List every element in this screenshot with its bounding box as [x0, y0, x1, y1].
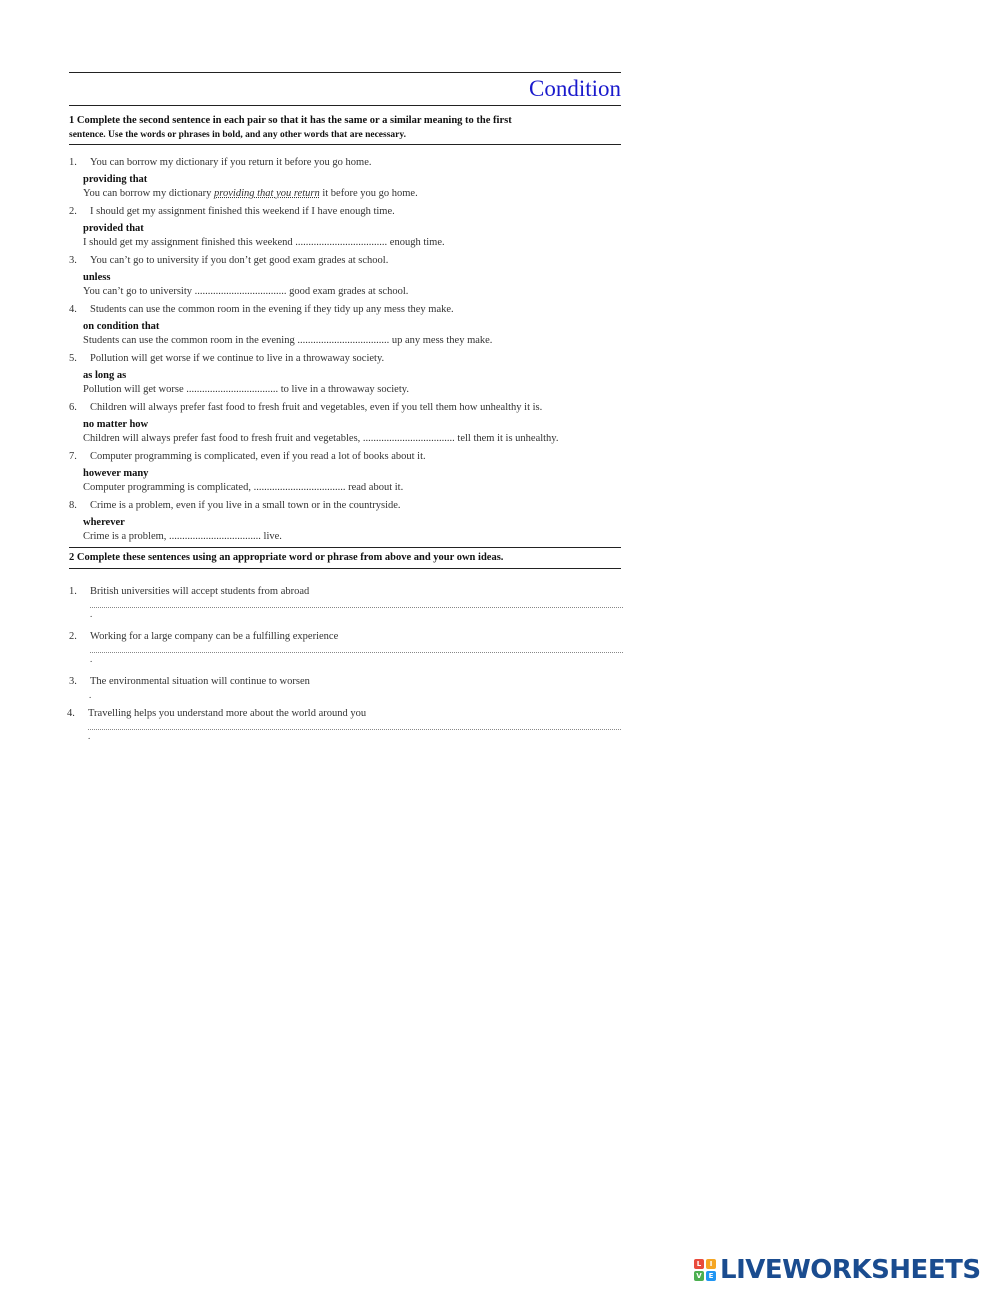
- item-sentence: You can borrow my dictionary if you return it before you go home.: [90, 157, 372, 168]
- item-number: 5.: [69, 353, 77, 364]
- section1-instruction: [69, 106, 621, 144]
- section2-top-rule: [69, 547, 621, 548]
- writing-item-3: [69, 675, 621, 701]
- exercise-item-5: [69, 351, 621, 397]
- liveworksheets-logo: [694, 1255, 981, 1285]
- item-sentence: Computer programming is complicated, even if you read a lot of books about it.: [90, 451, 426, 462]
- logo-icon: [694, 1259, 716, 1281]
- item-number: 4.: [67, 708, 75, 719]
- writing-item-1: [69, 585, 621, 620]
- writing-item-4: [67, 707, 621, 742]
- exercise-item-3: [69, 253, 621, 299]
- answer-line[interactable]: [90, 599, 623, 608]
- item-number: 7.: [69, 451, 77, 462]
- exercise-item-2: [69, 204, 621, 250]
- item-keyword: provided that: [83, 223, 144, 234]
- item-keyword: however many: [83, 468, 149, 479]
- top-rule: [69, 72, 621, 73]
- answer-fill-example: providing that you return: [214, 188, 320, 199]
- answer-line-end: .: [90, 654, 93, 664]
- section2-items: [69, 569, 621, 742]
- item-answer: [69, 187, 621, 201]
- item-answer[interactable]: You can’t go to university ................................... good exam grades at school.: [83, 286, 409, 297]
- item-sentence: Children will always prefer fast food to fresh fruit and vegetables, even if you tell them how unhealthy it is.: [90, 402, 543, 413]
- answer-line[interactable]: [90, 644, 623, 653]
- item-sentence: British universities will accept students from abroad: [90, 586, 310, 597]
- item-number: 3.: [69, 676, 77, 687]
- item-sentence: Students can use the common room in the evening if they tidy up any mess they make.: [90, 304, 454, 315]
- logo-tile: V: [694, 1271, 704, 1281]
- item-number: 8.: [69, 500, 77, 511]
- item-sentence: I should get my assignment finished this weekend if I have enough time.: [90, 206, 395, 217]
- logo-tile: I: [706, 1259, 716, 1269]
- exercise-item-8: [69, 498, 621, 544]
- item-answer[interactable]: Crime is a problem, ................................... live.: [83, 531, 282, 542]
- item-keyword: on condition that: [83, 321, 160, 332]
- item-sentence: Working for a large company can be a fulfilling experience: [90, 631, 339, 642]
- item-sentence: The environmental situation will continue to worsen: [90, 676, 310, 687]
- exercise-item-7: [69, 449, 621, 495]
- answer-after: it before you go home.: [319, 188, 418, 199]
- item-sentence: You can’t go to university if you don’t get good exam grades at school.: [90, 255, 389, 266]
- section1-instruction-line1: 1 Complete the second sentence in each pair so that it has the same or a similar meaning to the first: [69, 115, 512, 126]
- exercise-item-1: [69, 155, 621, 201]
- logo-text: LIVEWORKSHEETS: [720, 1255, 981, 1285]
- item-answer[interactable]: Pollution will get worse ................................... to live in a throwaway society.: [83, 384, 409, 395]
- exercise-item-6: [69, 400, 621, 446]
- writing-item-2: [69, 630, 621, 665]
- item-number: 1.: [69, 586, 77, 597]
- exercise-item-4: [69, 302, 621, 348]
- answer-line-end: .: [88, 731, 91, 741]
- section2-instruction: 2 Complete these sentences using an appropriate word or phrase from above and your own ideas.: [69, 552, 504, 563]
- item-keyword: wherever: [83, 517, 125, 528]
- worksheet-page: [69, 72, 621, 742]
- answer-before: You can borrow my dictionary: [83, 188, 215, 199]
- section1-items: [69, 145, 621, 544]
- item-number: 1.: [69, 157, 77, 168]
- item-number: 4.: [69, 304, 77, 315]
- item-keyword: no matter how: [83, 419, 149, 430]
- logo-tile: E: [706, 1271, 716, 1281]
- item-sentence: Crime is a problem, even if you live in a small town or in the countryside.: [90, 500, 401, 511]
- answer-line-end[interactable]: .: [89, 690, 92, 700]
- item-answer[interactable]: Computer programming is complicated, ................................... read about it.: [83, 482, 404, 493]
- item-answer[interactable]: Students can use the common room in the evening ................................... up any mess they make.: [83, 335, 493, 346]
- section1-instruction-line2: sentence. Use the words or phrases in bold, and any other words that are necessary.: [69, 130, 406, 140]
- item-keyword: as long as: [83, 370, 127, 381]
- item-answer[interactable]: I should get my assignment finished this weekend ................................... enough time.: [83, 237, 445, 248]
- logo-tile: L: [694, 1259, 704, 1269]
- item-number: 2.: [69, 631, 77, 642]
- item-answer[interactable]: Children will always prefer fast food to fresh fruit and vegetables, ................................... tell them it is unhealthy.: [83, 433, 559, 444]
- item-number: 6.: [69, 402, 77, 413]
- answer-line[interactable]: [88, 721, 621, 730]
- item-keyword: unless: [83, 272, 111, 283]
- page-title: Condition: [528, 76, 621, 101]
- item-keyword: providing that: [83, 174, 148, 185]
- item-number: 3.: [69, 255, 77, 266]
- item-sentence: Travelling helps you understand more about the world around you: [88, 708, 367, 719]
- answer-line-end: .: [90, 609, 93, 619]
- item-sentence: Pollution will get worse if we continue to live in a throwaway society.: [90, 353, 385, 364]
- item-number: 2.: [69, 206, 77, 217]
